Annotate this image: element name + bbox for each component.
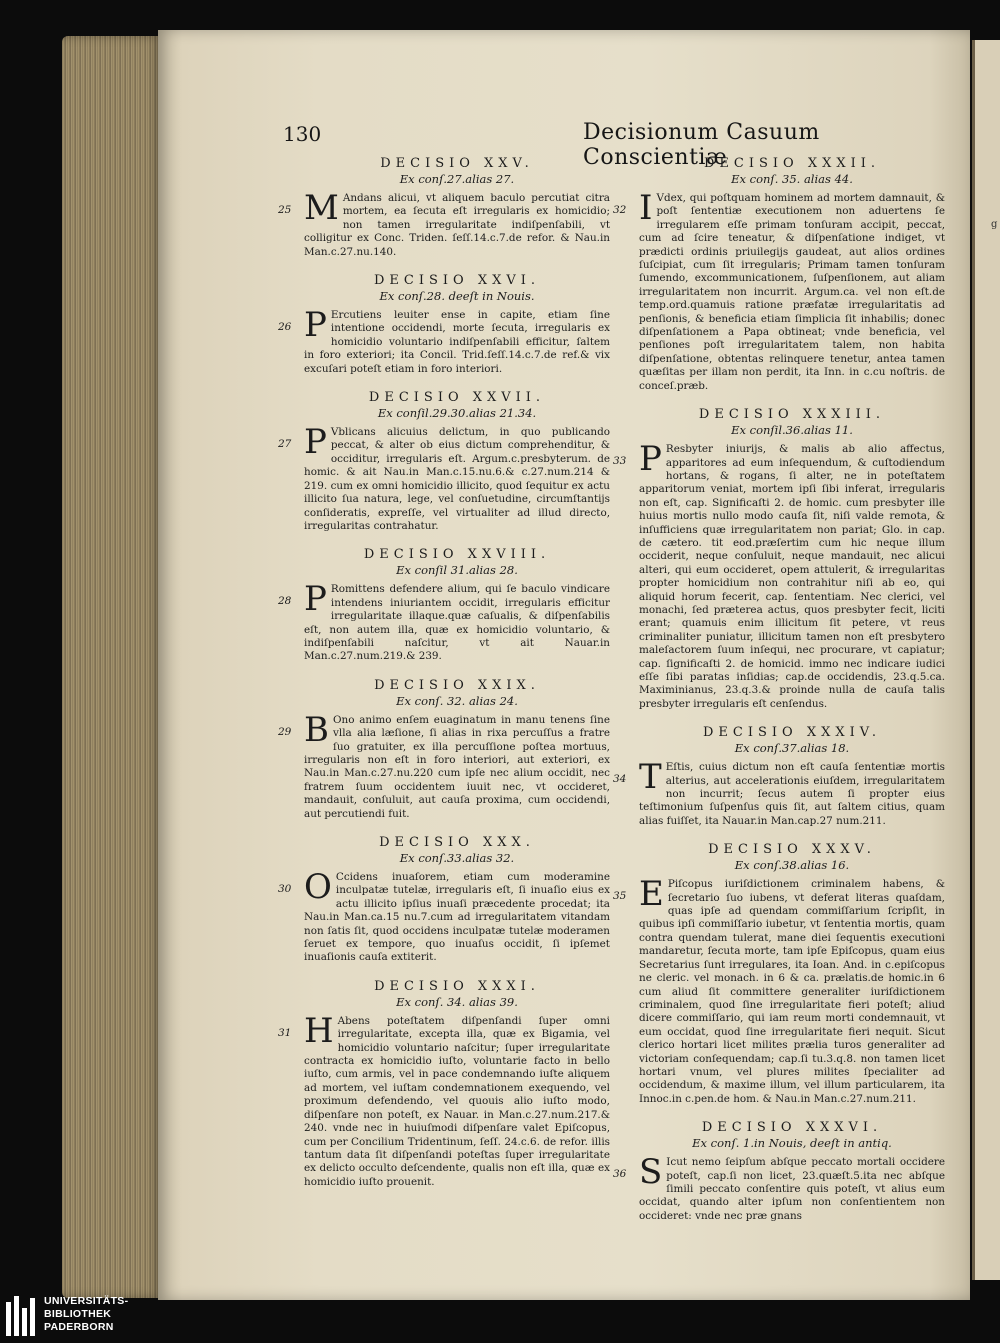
paragraph-number: 29 (278, 725, 292, 738)
logo-line-2: BIBLIOTHEK (44, 1308, 112, 1320)
decision-source: Ex conſ.38.alias 16. (734, 858, 850, 873)
decision-section (613, 842, 945, 1106)
drop-initial: S (639, 1152, 663, 1193)
decision-body: Andans alicui, vt aliquem baculo percutiat citra mortem, ea ſecuta eſt irregularis ex homicidio; non tamen irregularitate indiſpenſabili, vt colligitur ex Conc. Triden. ſeſſ.14.c.7.de refor. & Nau.in Man.c.27.nu.140. (304, 192, 610, 258)
decision-heading: DECISIO XXXII. (704, 156, 880, 171)
decision-heading: DECISIO XXXV. (708, 842, 876, 858)
decision-text (639, 874, 945, 1106)
decision-text (304, 579, 610, 663)
decision-section (613, 407, 945, 711)
next-page-margin-text: g (991, 219, 998, 230)
decision-heading: DECISIO XXVII. (368, 390, 546, 406)
drop-initial: B (304, 709, 329, 750)
decision-section (613, 1120, 945, 1223)
decision-section (278, 156, 610, 259)
decision-section (613, 725, 945, 828)
paragraph-number: 32 (613, 204, 627, 216)
library-logo-text (44, 1295, 128, 1334)
paragraph-number: 30 (278, 883, 292, 895)
decision-text (639, 188, 945, 393)
decision-heading: DECISIO XXVI. (374, 273, 540, 289)
decision-body: Eſtis, cuius dictum non eſt cauſa ſententiæ mortis alterius, aut accelerationis eiuſdem, irregularitatem non incurrit; ſecus autem ſi propter eius teſtimonium ſuſpenſus quis ſit, aut ſaltem citius, quam alias fuiſſet, ita Nauar.in Man.cap.27 num.211. (639, 761, 945, 827)
decision-section (278, 678, 610, 821)
decision-section (278, 547, 610, 663)
decision-body: Vblicans alicuius delictum, in quo publicando peccat, & alter ob eius dictum comprehenditur, & occiditur, irregularis eſt. Argum.c.presbyterum. de homic. & ait Nau.in Man.c.15.nu.6.& c.27.num.214 & 219. cum ex omni homicidio illicito, quod ſequitur ex actu illicito ſua natura, lege, vel conſuetudine, circumſtantijs conſideratis, expreſſe, vel virtualiter ad illud directo, irregularitas contrahatur. (304, 426, 610, 532)
next-page-edge (972, 40, 1000, 1280)
decision-heading: DECISIO XXXIV. (703, 725, 881, 741)
drop-initial: M (304, 188, 339, 228)
decision-text (304, 422, 610, 533)
decision-section (278, 390, 610, 533)
decision-source: Ex conſ.37.alias 18. (734, 741, 850, 756)
running-title: Decisionum Casuum Conscientiæ (583, 120, 820, 170)
book-page (158, 30, 970, 1300)
book-page-edges (62, 36, 162, 1298)
decision-heading: DECISIO XXXVI. (701, 1120, 883, 1136)
paragraph-number: 34 (613, 773, 627, 786)
decision-source: Ex conſ.33.alias 32. (399, 851, 515, 865)
paragraph-number: 25 (278, 204, 292, 216)
decision-source: Ex conſ. 32. alias 24. (396, 693, 518, 708)
paragraph-number: 27 (278, 438, 292, 451)
decision-section (278, 979, 610, 1189)
decision-heading: DECISIO XXX. (379, 835, 535, 850)
drop-initial: P (639, 439, 662, 480)
drop-initial: T (639, 757, 662, 798)
decision-text (639, 439, 945, 711)
right-column (613, 156, 945, 1237)
drop-initial: I (639, 188, 653, 228)
logo-line-1: UNIVERSITÄTS- (44, 1295, 129, 1307)
decision-source: Ex conſ. 1.in Nouis, deeſt in antiq. (692, 1136, 892, 1151)
library-logo-icon (6, 1296, 36, 1336)
decision-source: Ex conſ.27.alias 27. (399, 172, 515, 186)
page-number: 130 (283, 122, 322, 146)
decision-body: Ccidens inuaſorem, etiam cum moderamine inculpatæ tutelæ, irregularis eſt, ſi inuaſio eius ex actu illicito ipſius inuaſi præcedente procedat; ita Nau.in Man.ca.15 nu.7.cum ad irregularitatem vitandam non ſatis ſit, quod occidens inculpatæ tutelæ moderamen ſeruet ex tempore, quo inuaſus occidit, ſi ipſemet inuaſionis cauſa extiterit. (304, 871, 610, 964)
decision-text (304, 1010, 610, 1189)
decision-text (304, 188, 610, 259)
decision-heading: DECISIO XXIX. (374, 677, 540, 693)
decision-heading: DECISIO XXV. (380, 156, 534, 171)
decision-source: Ex conſ. 34. alias 39. (396, 994, 518, 1009)
paragraph-number: 35 (613, 890, 627, 903)
decision-source: Ex conſil.36.alias 11. (731, 423, 853, 438)
drop-initial: P (304, 579, 327, 620)
decision-body: Piſcopus iuriſdictionem criminalem habens, & ſecretario ſuo iubens, vt deferat literas quaſdam, quas ipſe ad quendam commiſſarium ſcripſit, in quibus ipſi commiſſario iubetur, vt ſententia mortis, quam contra quendam tulerat, mane diei ſequentis executioni mandaretur, ſecuta morte, tam ipſe Epiſcopus, quam eius Secretarius ſunt irregulares, ita Ioan. And. in c.epiſcopus ne cleric. vel monach. in 6 & ca. prælatis.de homic.in 6 cum aliud ſit committere generaliter iuriſdictionem criminalem, quod ſine irregularitate fieri poteſt; aliud dicere commiſſario, qui iam reum morti condemnauit, vt eum occidat, quod ſine irregularitate fieri nequit. Sicut clerico hortari licet milites prælia turos generaliter ad victoriam conſequendam; cap.ſi tu.3.q.8. non tamen licet hortari vnum, vel plures milites ſpecialiter ad occidendum, & maxime illum, vel illum particularem, ita Innoc.in c.pen.de hom. & Nau.in Man.c.27.num.211. (639, 878, 945, 1105)
logo-line-3: PADERBORN (44, 1321, 114, 1333)
drop-initial: O (304, 867, 332, 907)
decision-text (639, 1152, 945, 1223)
decision-body: Abens poteſtatem diſpenſandi ſuper omni irregularitate, excepta illa, quæ ex Bigamia, vel homicidio voluntario naſcitur; ſuper irregularitate contracta ex homicidio iuſto, voluntarie facto in bello iuſto, cum armis, vel in pace condemnando iuſte aliquem ad mortem, vel iuſtam condemnationem exequendo, vel proximum defendendo, vel quouis alio iuſto modo, diſpenſare non poteſt, ex Nauar. in Man.c.27.num.217.& 240. vnde nec in huiuſmodi diſpenſare valet Epiſcopus, cum per Concilium Tridentinum, ſeſſ. 24.c.6. de refor. illis tantum data ſit diſpenſandi poteſtas ſuper irregularitate ex delicto occulto deſcendente, qualis non eſt illa, quæ ex homicidio iuſto prouenit. (304, 1014, 610, 1188)
decision-source: Ex conſ.28. deeſt in Nouis. (379, 289, 535, 304)
paragraph-number: 33 (613, 455, 627, 468)
decision-body: Icut nemo ſeipſum abſque peccato mortali occidere poteſt, cap.ſi non licet, 23.quæſt.5.ita nec abſque ſimili peccato conſentire quis poteſt, vt alius eum occidat, quando alter ipſum non conſentientem non occideret: vnde nec præ gnans (639, 1156, 945, 1222)
decision-body: Romittens defendere alium, qui ſe baculo vindicare intendens iniuriantem occidit, irregularis efficitur irregularitate illaque.quæ caſualis, & diſpenſabilis eſt, non autem illa, quæ ex homicidio voluntario, & indiſpenſabili naſcitur, vt ait Nauar.in Man.c.27.num.219.& 239. (304, 583, 610, 663)
decision-source: Ex conſil 31.alias 28. (396, 563, 518, 578)
decision-source: Ex conſ. 35. alias 44. (731, 172, 853, 186)
drop-initial: E (639, 874, 664, 915)
paragraph-number: 31 (278, 1026, 292, 1039)
paragraph-number: 26 (278, 321, 292, 334)
library-logo (4, 1292, 154, 1340)
drop-initial: H (304, 1010, 334, 1051)
decision-source: Ex conſil.29.30.alias 21.34. (377, 406, 537, 421)
decision-section (278, 835, 610, 965)
decision-body: Ercutiens leuiter ense in capite, etiam ſine intentione occidendi, morte ſecuta, irregularis ex homicidio voluntario indiſpenſabili efficitur, ſaltem in foro exteriori; ita Concil. Trid.ſeſſ.14.c.7.de ref.& vix excuſari poteſt etiam in foro interiori. (304, 309, 610, 375)
decision-section (278, 273, 610, 376)
paragraph-number: 28 (278, 595, 292, 608)
drop-initial: P (304, 422, 327, 463)
decision-section (613, 156, 945, 393)
decision-body: Vdex, qui poſtquam hominem ad mortem damnauit, & poſt ſententiæ executionem non aduertens ſe irregularem eſſe primam tonſuram accipit, peccat, cum ad ſcire teneatur, & diſpenſatione indiget, vt prædicti ordinis priuilegijs gaudeat, aut alios ordines ſuſcipiat, cum ſit irregularis; Primam tamen tonſuram ſumendo, excommunicationem, ſuſpenſionem, aut aliam irregularitatem non incurrit. Argum.ca. vel non eſt.de temp.ord.quamuis ratione præfatæ irregularitatis ad penſionis, & beneficia etiam ſimplicia ſit inhabilis; donec diſpenſationem a Papa obtineat; vnde beneficia, vel penſiones poſt irregularitatem talem, non habita diſpenſatione, obtentas relinquere tenetur, antea tamen quæſitas per illam non perdit, ita Inn. in c.cu noſtris. de conceſ.præb. (639, 192, 945, 392)
decision-heading: DECISIO XXVIII. (363, 547, 551, 563)
drop-initial: P (304, 305, 327, 346)
paragraph-number: 36 (613, 1168, 627, 1181)
decision-text (639, 757, 945, 828)
decision-text (304, 305, 610, 376)
decision-heading: DECISIO XXXIII. (698, 407, 886, 423)
decision-body: Ono animo enſem euaginatum in manu tenens ſine vlla alia læſione, ſi alias in rixa percuſſus a fratre ſuo gratuiter, ex illa percuſſione poſtea mortuus, irregularis non eſt in foro interiori, aut exteriori, ex Nau.in Man.c.27.nu.220 cum ipſe nec alium occidit, nec fratrem ſuum occidentem iuuit nec, vt occideret, mandauit, conſuluit, aut cauſa proxima, cum occidendi, aut percutiendi fuit. (304, 713, 610, 820)
decision-text (304, 709, 610, 821)
decision-text (304, 867, 610, 965)
left-column (278, 156, 610, 1203)
decision-body: Resbyter iniurijs, & malis ab alio affectus, apparitores ad eum inſequendum, & cuſtodiendum hortans, & rogans, ſi alter, ne in poteſtatem apparitorum veniat, mortem ipſi ſibi inferat, irregularis non eſt, cap. Significaſti 2. de homic. cum presbyter ille huius mortis nullo modo cauſa ſit, niſi valde remota, & inſufficiens quæ irregularitatem non pariat; Glo. in cap. de cætero. tit eod.præſertim cum hic neque illum occiderit, neque conſuluit, neque mandauit, nec alicui alteri, qui eum occideret, opem attulerit, & irregularitas propter homicidium non contrahitur niſi ab eo, qui aliquid horum fecerit, cap. ſententiam. Nec clerici, vel monachi, ſed præterea actus, quos presbyter fecit, liciti erant; quamuis enim illicitum ſit petere, vt reus criminaliter puniatur, illicitum tamen non eſt presbytero maleſactorem ſuum inſequi, nec procurare, vt capiatur; cap. ſignificaſti 2. de homicid. immo nec indicare iudici eſſe ſibi paratas inſidias; cap.de occidendis, 23.q.5.ca. Maximinianus, 23.q.3.& proinde nulla de cauſa talis presbyter irregularis eſt cenſendus. (639, 443, 945, 710)
decision-heading: DECISIO XXXI. (374, 978, 540, 994)
